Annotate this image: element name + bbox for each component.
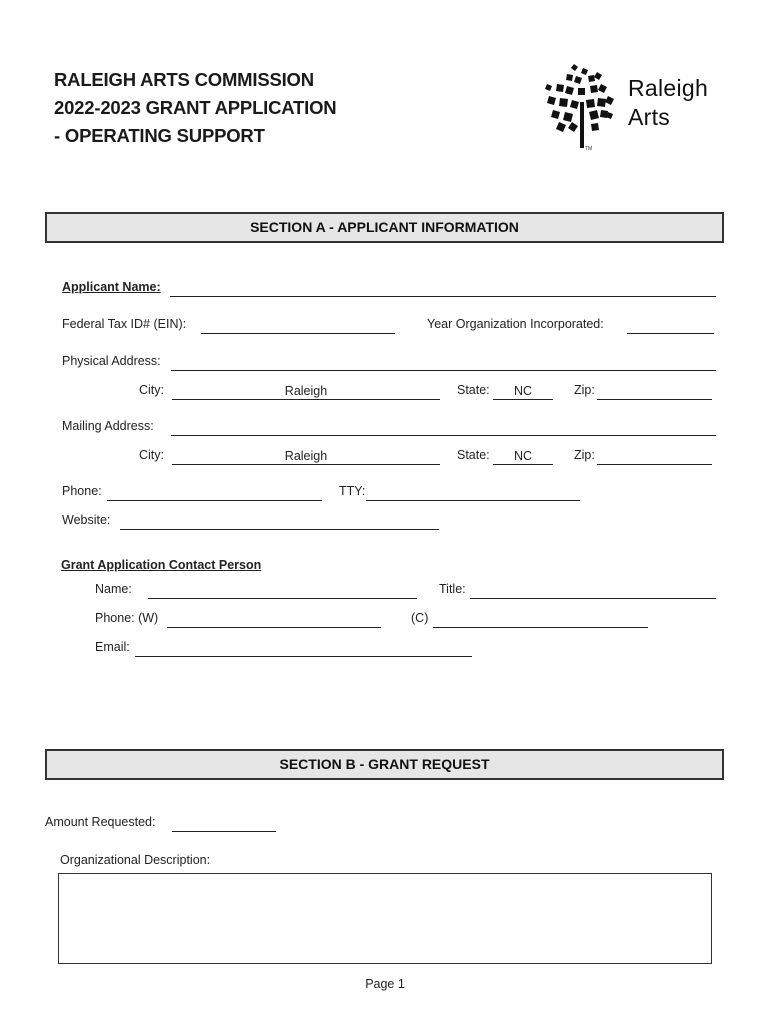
physical-zip-label: Zip: — [574, 383, 595, 397]
logo-trademark: TM — [585, 146, 593, 152]
ein-label: Federal Tax ID# (EIN): — [62, 317, 187, 331]
year-incorporated-label: Year Organization Incorporated: — [427, 317, 604, 331]
contact-person-heading: Grant Application Contact Person — [61, 558, 262, 572]
physical-state-value: NC — [513, 384, 533, 398]
contact-phone-w-label: Phone: (W) — [95, 611, 159, 625]
amount-requested-field[interactable] — [172, 831, 276, 832]
mailing-city-label: City: — [139, 448, 164, 462]
org-description-textarea[interactable] — [58, 873, 712, 964]
phone-label: Phone: — [62, 484, 102, 498]
title-line-2: 2022-2023 GRANT APPLICATION — [54, 97, 337, 118]
logo-word-arts: Arts — [628, 104, 671, 130]
applicant-name-field[interactable] — [170, 296, 716, 297]
mailing-address-label: Mailing Address: — [62, 419, 154, 433]
applicant-name-label: Applicant Name: — [62, 280, 161, 294]
title-line-3: - OPERATING SUPPORT — [54, 125, 265, 146]
physical-address-label: Physical Address: — [62, 354, 161, 368]
contact-name-field[interactable] — [148, 598, 417, 599]
tty-field[interactable] — [366, 500, 580, 501]
ein-field[interactable] — [201, 333, 395, 334]
physical-address-field[interactable] — [171, 370, 716, 371]
title-line-1: RALEIGH ARTS COMMISSION — [54, 69, 314, 90]
website-field[interactable] — [120, 529, 439, 530]
contact-phone-c-label: (C) — [411, 611, 429, 625]
section-b-heading: SECTION B - GRANT REQUEST — [45, 749, 724, 780]
mailing-address-field[interactable] — [171, 435, 716, 436]
logo-word-raleigh: Raleigh — [628, 75, 709, 101]
physical-zip-field[interactable] — [597, 399, 712, 400]
mailing-zip-field[interactable] — [597, 464, 712, 465]
website-label: Website: — [62, 513, 111, 527]
contact-name-label: Name: — [95, 582, 132, 596]
physical-city-label: City: — [139, 383, 164, 397]
tty-label: TTY: — [339, 484, 366, 498]
contact-phone-w-field[interactable] — [167, 627, 381, 628]
phone-field[interactable] — [107, 500, 322, 501]
mailing-zip-label: Zip: — [574, 448, 595, 462]
contact-email-label: Email: — [95, 640, 130, 654]
page-number: Page 1 — [365, 977, 405, 991]
mailing-state-field[interactable] — [493, 464, 553, 465]
physical-city-value: Raleigh — [284, 384, 328, 398]
org-description-label: Organizational Description: — [60, 853, 211, 867]
contact-title-field[interactable] — [470, 598, 716, 599]
contact-email-field[interactable] — [135, 656, 472, 657]
contact-phone-c-field[interactable] — [433, 627, 648, 628]
mailing-state-value: NC — [513, 449, 533, 463]
raleigh-arts-tree-logo-icon — [545, 62, 617, 150]
contact-title-label: Title: — [439, 582, 466, 596]
physical-city-field[interactable] — [172, 399, 440, 400]
mailing-state-label: State: — [457, 448, 490, 462]
amount-requested-label: Amount Requested: — [45, 815, 156, 829]
form-title — [54, 66, 336, 150]
logo-wordmark — [628, 74, 708, 132]
section-a-heading: SECTION A - APPLICANT INFORMATION — [45, 212, 724, 243]
physical-state-label: State: — [457, 383, 490, 397]
mailing-city-field[interactable] — [172, 464, 440, 465]
physical-state-field[interactable] — [493, 399, 553, 400]
mailing-city-value: Raleigh — [284, 449, 328, 463]
year-incorporated-field[interactable] — [627, 333, 714, 334]
